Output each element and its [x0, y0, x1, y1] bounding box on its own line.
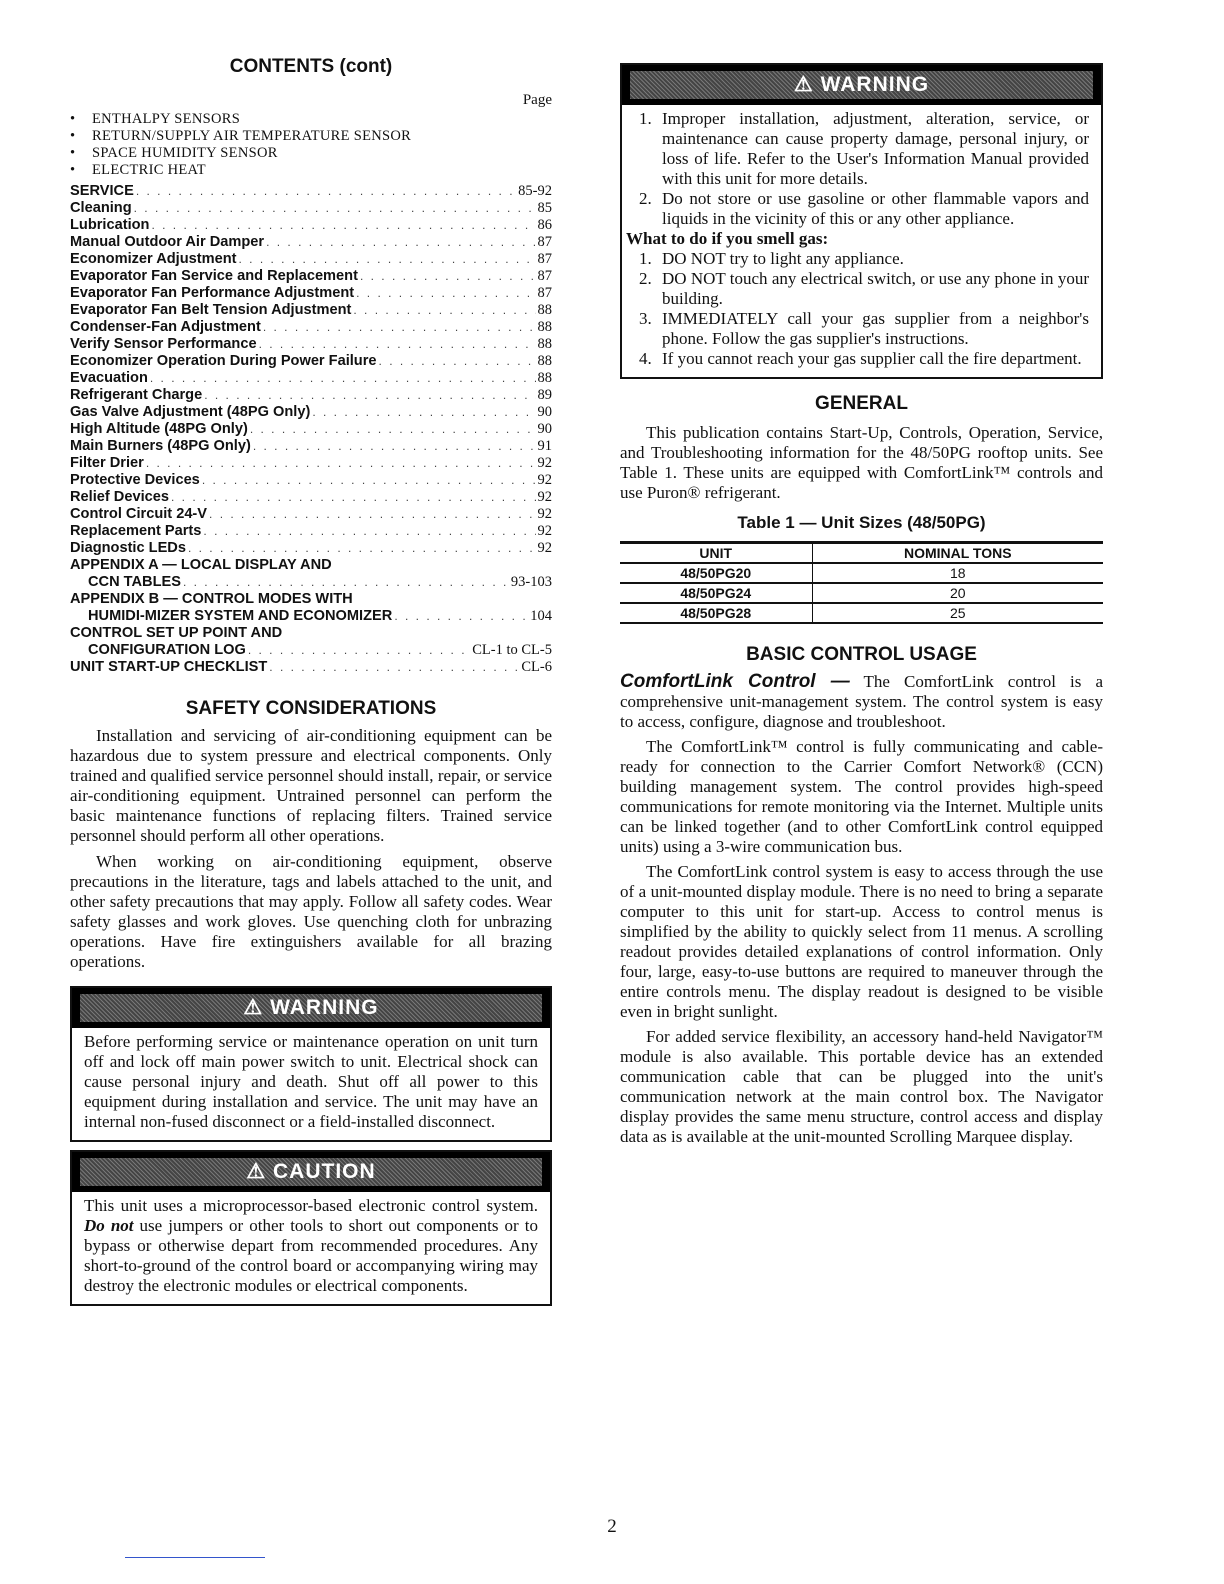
- toc-entry-page: CL-6: [521, 659, 552, 675]
- contents-bullets: [70, 111, 552, 179]
- contents-bullet-item: • ENTHALPY SENSORS: [70, 111, 552, 128]
- toc-entry-label: CONTROL SET UP POINT AND: [70, 625, 283, 641]
- toc-entry-label: Refrigerant Charge: [70, 387, 203, 403]
- contents-bullet-item: • RETURN/SUPPLY AIR TEMPERATURE SENSOR: [70, 128, 552, 145]
- dot-leader: [203, 523, 535, 540]
- toc-entry[interactable]: [70, 489, 552, 506]
- basic-paragraph: [620, 672, 1103, 732]
- toc-entry[interactable]: [70, 268, 552, 285]
- caution-emphasis: Do not: [84, 1216, 134, 1235]
- toc-entry-label: Manual Outdoor Air Damper: [70, 234, 265, 250]
- dot-leader: [150, 370, 536, 387]
- dot-leader: [171, 489, 536, 506]
- dot-leader: [379, 353, 536, 370]
- toc-entry-label: Lubrication: [70, 217, 150, 233]
- dot-leader: [253, 438, 536, 455]
- toc-entry[interactable]: [70, 472, 552, 489]
- toc-entry[interactable]: [70, 404, 552, 421]
- toc-entry[interactable]: [70, 217, 552, 234]
- toc-entry-label: Economizer Operation During Power Failure: [70, 353, 377, 369]
- caution-text-b: use jumpers or other tools to short out components or to bypass or otherwise depart from recommended procedures. Any short-to-ground of the control board or accompanying wiring may destroy the electronic modules or electrical components.: [84, 1216, 538, 1295]
- dot-leader: [209, 506, 535, 523]
- basic-text: The ComfortLink control is a comprehensive unit-management system. The control system is easy to access, configure, diagnose and troubleshoot.: [620, 672, 1104, 731]
- toc-entry-page: 85-92: [518, 183, 552, 199]
- dot-leader: [202, 472, 536, 489]
- toc-entry[interactable]: [70, 642, 552, 659]
- toc-entry-label: Filter Drier: [70, 455, 144, 471]
- column-header: UNIT: [620, 543, 812, 564]
- dot-leader: [248, 642, 470, 659]
- toc-entry-label: HUMIDI-MIZER SYSTEM AND ECONOMIZER: [88, 608, 393, 624]
- toc-entry-label: Condenser-Fan Adjustment: [70, 319, 261, 335]
- toc-entry-label: UNIT START-UP CHECKLIST: [70, 659, 268, 675]
- toc-entry[interactable]: [70, 506, 552, 523]
- comfortlink-lead-in: ComfortLink Control —: [620, 671, 850, 692]
- dot-leader: [136, 183, 516, 200]
- dot-leader: [134, 200, 536, 217]
- toc-entry[interactable]: [70, 574, 552, 591]
- toc-entry-label: SERVICE: [70, 183, 134, 199]
- toc-entry[interactable]: [70, 625, 552, 642]
- left-column: [70, 56, 552, 1306]
- dot-leader: [263, 319, 536, 336]
- footer-rule: [125, 1557, 265, 1558]
- basic-paragraph: The ComfortLink™ control is fully communicating and cable-ready for connection to the Carrier Comfort Network® (CCN) building management system. The control provides high-speed communications for remote monitoring via the Internet. Multiple units can be linked together (and to other ComfortLink control equipped units) using a 3-wire communication bus.: [620, 737, 1103, 856]
- toc-entry-page: 104: [530, 608, 552, 624]
- toc-entry[interactable]: [70, 387, 552, 404]
- safety-title: SAFETY CONSIDERATIONS: [185, 698, 437, 719]
- toc-entry-label: CCN TABLES: [88, 574, 181, 590]
- contents-bullet-item: • SPACE HUMIDITY SENSOR: [70, 145, 552, 162]
- toc-entry-page: 87: [537, 268, 552, 284]
- table-row: 48/50PG20 18: [620, 563, 1103, 583]
- toc-entry[interactable]: [70, 608, 552, 625]
- toc-entry[interactable]: [70, 421, 552, 438]
- toc-entry-label: APPENDIX B — CONTROL MODES WITH: [70, 591, 353, 607]
- toc-entry-label: Protective Devices: [70, 472, 200, 488]
- page-column-label: Page: [522, 92, 552, 108]
- toc-entry-page: 89: [537, 387, 552, 403]
- caution-text-a: This unit uses a microprocessor-based electronic control system.: [84, 1196, 538, 1215]
- toc-entry-label: Evaporator Fan Service and Replacement: [70, 268, 358, 284]
- gas-item: 3. IMMEDIATELY call your gas supplier from a neighbor's phone. Follow the gas supplier's instructions.: [656, 309, 1089, 349]
- toc-entry-page: 88: [537, 319, 552, 335]
- dot-leader: [266, 234, 535, 251]
- dot-leader: [356, 285, 535, 302]
- gas-item: 2. DO NOT touch any electrical switch, or use any phone in your building.: [656, 269, 1089, 309]
- toc-entry[interactable]: [70, 523, 552, 540]
- toc-entry-label: Evaporator Fan Performance Adjustment: [70, 285, 355, 301]
- toc-entry-label: Evaporator Fan Belt Tension Adjustment: [70, 302, 352, 318]
- table-of-contents: [70, 183, 552, 676]
- column-header: NOMINAL TONS: [812, 543, 1103, 564]
- toc-entry[interactable]: [70, 659, 552, 676]
- toc-entry[interactable]: [70, 319, 552, 336]
- contents-bullet-item: • ELECTRIC HEAT: [70, 162, 552, 179]
- warning-header: ⚠ WARNING: [80, 994, 542, 1022]
- dot-leader: [394, 608, 528, 625]
- toc-entry[interactable]: [70, 336, 552, 353]
- gas-warning-box: [620, 63, 1103, 379]
- toc-entry-label: Replacement Parts: [70, 523, 202, 539]
- warning-box: [70, 986, 552, 1142]
- toc-entry-page: 85: [537, 200, 552, 216]
- toc-entry[interactable]: [70, 591, 552, 608]
- toc-entry-page: 93-103: [510, 574, 552, 590]
- dot-leader: [312, 404, 535, 421]
- toc-entry-label: High Altitude (48PG Only): [70, 421, 248, 437]
- toc-entry-page: 88: [537, 353, 552, 369]
- caution-header: ⚠ CAUTION: [80, 1158, 542, 1186]
- toc-entry-label: Cleaning: [70, 200, 132, 216]
- dot-leader: [239, 251, 536, 268]
- dot-leader: [183, 574, 509, 591]
- table-title: Table 1 — Unit Sizes (48/50PG): [737, 513, 986, 532]
- toc-entry-page: 87: [537, 234, 552, 250]
- general-paragraph: This publication contains Start-Up, Controls, Operation, Service, and Troubleshooting information for the 48/50PG rooftop units. See Table 1. These units are equipped with ComfortLink™ controls and use Puron® refrigerant.: [620, 423, 1103, 502]
- toc-entry[interactable]: [70, 234, 552, 251]
- safety-paragraph: When working on air-conditioning equipment, observe precautions in the literature, tags and labels attached to the unit, and other safety precautions that may apply. Follow all safety codes. Wear safety glasses and work gloves. Use quenching cloth for unbrazing operations. Have fire extinguishers available for all brazing operations.: [70, 852, 552, 971]
- dot-leader: [188, 540, 536, 557]
- warning-header: ⚠ WARNING: [630, 71, 1093, 99]
- toc-entry-label: Verify Sensor Performance: [70, 336, 257, 352]
- warning-item: 2. Do not store or use gasoline or other flammable vapors and liquids in the vicinity of this or any other appliance.: [656, 189, 1089, 229]
- toc-entry[interactable]: [70, 540, 552, 557]
- general-title: GENERAL: [815, 393, 908, 414]
- table-row: 48/50PG24 20: [620, 583, 1103, 603]
- toc-entry-page: 86: [537, 217, 552, 233]
- gas-heading: What to do if you smell gas:: [626, 229, 829, 248]
- basic-control-title: BASIC CONTROL USAGE: [746, 644, 977, 665]
- warning-list: [626, 109, 1089, 229]
- toc-entry-page: 87: [537, 285, 552, 301]
- caution-box: [70, 1150, 552, 1306]
- dot-leader: [151, 217, 535, 234]
- warning-text: Before performing service or maintenance operation on unit turn off and lock off main power switch to unit. Electrical shock can cause personal injury and death. Shut off all power to this equipment during installation and service. The unit may have an internal non-fused disconnect or a field-installed disconnect.: [84, 1032, 538, 1131]
- gas-item: 1. DO NOT try to light any appliance.: [656, 249, 1089, 269]
- toc-entry-label: Control Circuit 24-V: [70, 506, 208, 522]
- basic-paragraph: The ComfortLink control system is easy to access through the use of a unit-mounted display module. There is no need to bring a separate computer to this unit for start-up. Access to control menus is simplified by the ability to quickly select from 11 menus. A scrolling readout provides detailed explanations of control information. Only four, large, easy-to-use buttons are required to maneuver through the entire controls menu. The display readout is designed to be visible even in bright sunlight.: [620, 862, 1103, 1021]
- contents-title: CONTENTS (cont): [229, 56, 393, 77]
- toc-entry-label: Main Burners (48PG Only): [70, 438, 251, 454]
- toc-entry[interactable]: [70, 557, 552, 574]
- dot-leader: [146, 455, 536, 472]
- toc-entry[interactable]: [70, 353, 552, 370]
- toc-entry-label: Relief Devices: [70, 489, 169, 505]
- toc-entry[interactable]: [70, 200, 552, 217]
- unit-sizes-table: [620, 541, 1103, 624]
- caution-text: [72, 1192, 550, 1304]
- toc-entry-page: CL-1 to CL-5: [472, 642, 552, 658]
- toc-entry-label: APPENDIX A — LOCAL DISPLAY AND: [70, 557, 332, 573]
- toc-entry-label: Gas Valve Adjustment (48PG Only): [70, 404, 311, 420]
- toc-entry-page: 92: [537, 506, 552, 522]
- toc-entry-page: 91: [537, 438, 552, 454]
- safety-paragraph: Installation and servicing of air-conditioning equipment can be hazardous due to system pressure and electrical components. Only trained and qualified service personnel should install, repair, or service air-conditioning equipment. Untrained personnel can perform the basic maintenance functions of replacing filters. Trained service personnel should perform all other operations.: [70, 726, 552, 845]
- toc-entry-page: 92: [537, 472, 552, 488]
- dot-leader: [353, 302, 535, 319]
- toc-entry-label: Diagnostic LEDs: [70, 540, 186, 556]
- toc-entry[interactable]: [70, 438, 552, 455]
- toc-entry[interactable]: [70, 302, 552, 319]
- toc-entry-label: CONFIGURATION LOG: [88, 642, 246, 658]
- toc-entry-page: 88: [537, 302, 552, 318]
- toc-entry-page: 87: [537, 251, 552, 267]
- dot-leader: [360, 268, 536, 285]
- basic-paragraph: For added service flexibility, an accessory hand-held Navigator™ module is also available. This portable device has an extended communication cable that can be plugged into the unit's communication network at the main control box. The Navigator display provides the same menu structure, control access and display data as is available at the unit-mounted Scrolling Marquee display.: [620, 1027, 1103, 1146]
- dot-leader: [250, 421, 536, 438]
- gas-item: 4. If you cannot reach your gas supplier call the fire department.: [656, 349, 1089, 369]
- dot-leader: [259, 336, 536, 353]
- right-column: [620, 63, 1103, 1147]
- toc-entry[interactable]: [70, 251, 552, 268]
- toc-entry-page: 92: [537, 523, 552, 539]
- toc-entry-page: 92: [537, 489, 552, 505]
- dot-leader: [204, 387, 535, 404]
- toc-entry-page: 88: [537, 336, 552, 352]
- gas-list: [626, 249, 1089, 369]
- toc-entry-label: Economizer Adjustment: [70, 251, 237, 267]
- page-number: 2: [607, 1516, 617, 1537]
- toc-entry[interactable]: [70, 183, 552, 200]
- toc-entry[interactable]: [70, 285, 552, 302]
- toc-entry-page: 92: [537, 455, 552, 471]
- warning-item: 1. Improper installation, adjustment, alteration, service, or maintenance can cause property damage, personal injury, or loss of life. Refer to the User's Information Manual provided with this unit for more details.: [656, 109, 1089, 189]
- toc-entry-label: Evacuation: [70, 370, 148, 386]
- toc-entry[interactable]: [70, 455, 552, 472]
- toc-entry-page: 90: [537, 404, 552, 420]
- toc-entry-page: 88: [537, 370, 552, 386]
- toc-entry-page: 90: [537, 421, 552, 437]
- table-row: 48/50PG28 25: [620, 603, 1103, 623]
- toc-entry[interactable]: [70, 370, 552, 387]
- dot-leader: [269, 659, 519, 676]
- toc-entry-page: 92: [537, 540, 552, 556]
